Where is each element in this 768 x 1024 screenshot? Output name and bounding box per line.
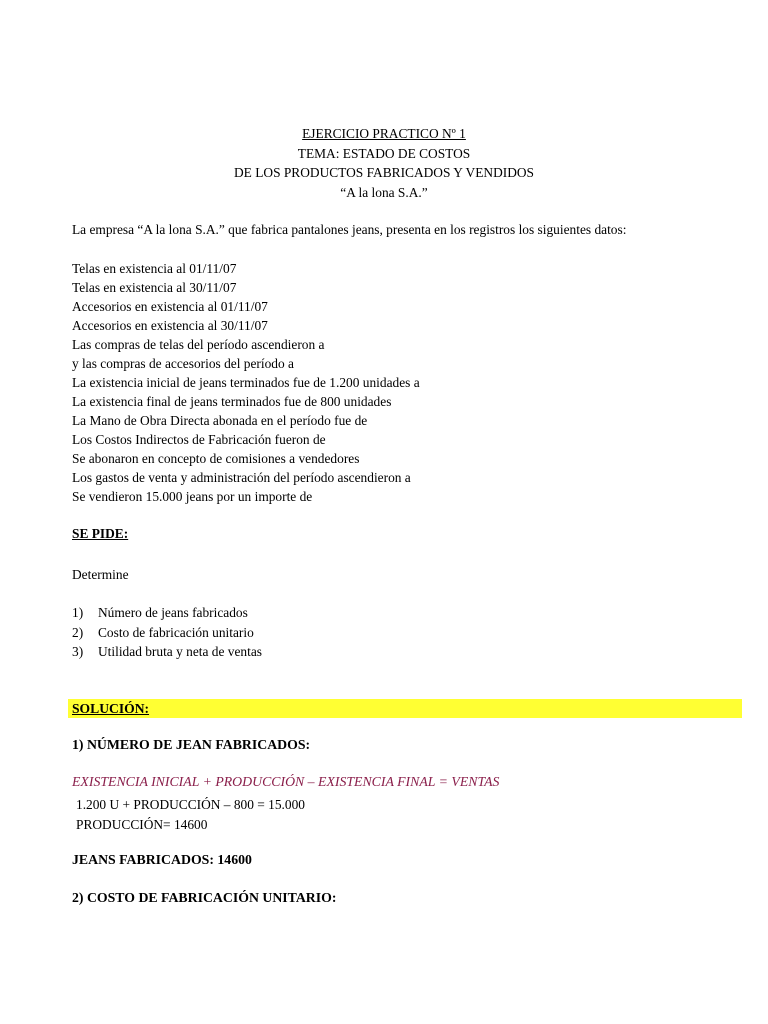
calculation-line: PRODUCCIÓN= 14600 bbox=[76, 816, 208, 832]
data-line: Accesorios en existencia al 01/11/07 bbox=[72, 299, 268, 314]
data-line: La existencia inicial de jeans terminados fue de 1.200 unidades a bbox=[72, 375, 420, 390]
list-item-text: Costo de fabricación unitario bbox=[98, 624, 254, 640]
data-line: Se vendieron 15.000 jeans por un importe de bbox=[72, 489, 313, 504]
determine-text: Determine bbox=[72, 567, 129, 582]
title-block bbox=[0, 124, 768, 202]
list-item-text: Utilidad bruta y neta de ventas bbox=[98, 644, 262, 659]
data-line: Las compras de telas del período ascendieron a bbox=[72, 337, 325, 352]
topic-title: TEMA: ESTADO DE COSTOS bbox=[297, 145, 471, 161]
intro-paragraph: La empresa “A la lona S.A.” que fabrica pantalones jeans, presenta en los registros los siguientes datos: bbox=[72, 222, 627, 237]
data-line: La existencia final de jeans terminados fue de 800 unidades bbox=[72, 394, 392, 409]
formula-text: EXISTENCIA INICIAL + PRODUCCIÓN – EXISTENCIA FINAL = VENTAS bbox=[72, 774, 500, 789]
data-line: Se abonaron en concepto de comisiones a vendedores bbox=[72, 451, 360, 466]
data-line: Telas en existencia al 30/11/07 bbox=[72, 280, 237, 295]
section-1-title: 1) NÚMERO DE JEAN FABRICADOS: bbox=[72, 737, 311, 752]
data-line: Telas en existencia al 01/11/07 bbox=[72, 261, 237, 276]
jeans-fabricados-result: JEANS FABRICADOS: 14600 bbox=[72, 852, 252, 867]
list-item bbox=[72, 623, 262, 643]
se-pide-heading: SE PIDE: bbox=[72, 526, 129, 541]
solution-heading: SOLUCIÓN: bbox=[72, 701, 150, 716]
company-name: “A la lona S.A.” bbox=[340, 184, 428, 200]
calculation-line: 1.200 U + PRODUCCIÓN – 800 = 15.000 bbox=[76, 797, 305, 812]
section-2-title: 2) COSTO DE FABRICACIÓN UNITARIO: bbox=[72, 890, 337, 905]
exercise-title: EJERCICIO PRACTICO Nº 1 bbox=[302, 126, 466, 141]
list-item-number: 1) bbox=[72, 605, 84, 620]
calculation-block bbox=[76, 795, 305, 834]
data-line: Los gastos de venta y administración del período ascendieron a bbox=[72, 470, 411, 485]
data-line: Accesorios en existencia al 30/11/07 bbox=[72, 318, 268, 333]
data-line: Los Costos Indirectos de Fabricación fueron de bbox=[72, 432, 326, 447]
list-item bbox=[72, 603, 262, 623]
list-item-number: 3) bbox=[72, 644, 84, 659]
data-list bbox=[72, 259, 420, 506]
topic-subtitle: DE LOS PRODUCTOS FABRICADOS Y VENDIDOS bbox=[234, 165, 534, 180]
data-line: y las compras de accesorios del período a bbox=[72, 356, 294, 371]
questions-list bbox=[72, 603, 262, 662]
data-line: La Mano de Obra Directa abonada en el período fue de bbox=[72, 413, 368, 428]
list-item-text: Número de jeans fabricados bbox=[98, 605, 248, 620]
list-item bbox=[72, 642, 262, 662]
solution-highlight bbox=[68, 699, 742, 718]
list-item-number: 2) bbox=[72, 624, 84, 640]
